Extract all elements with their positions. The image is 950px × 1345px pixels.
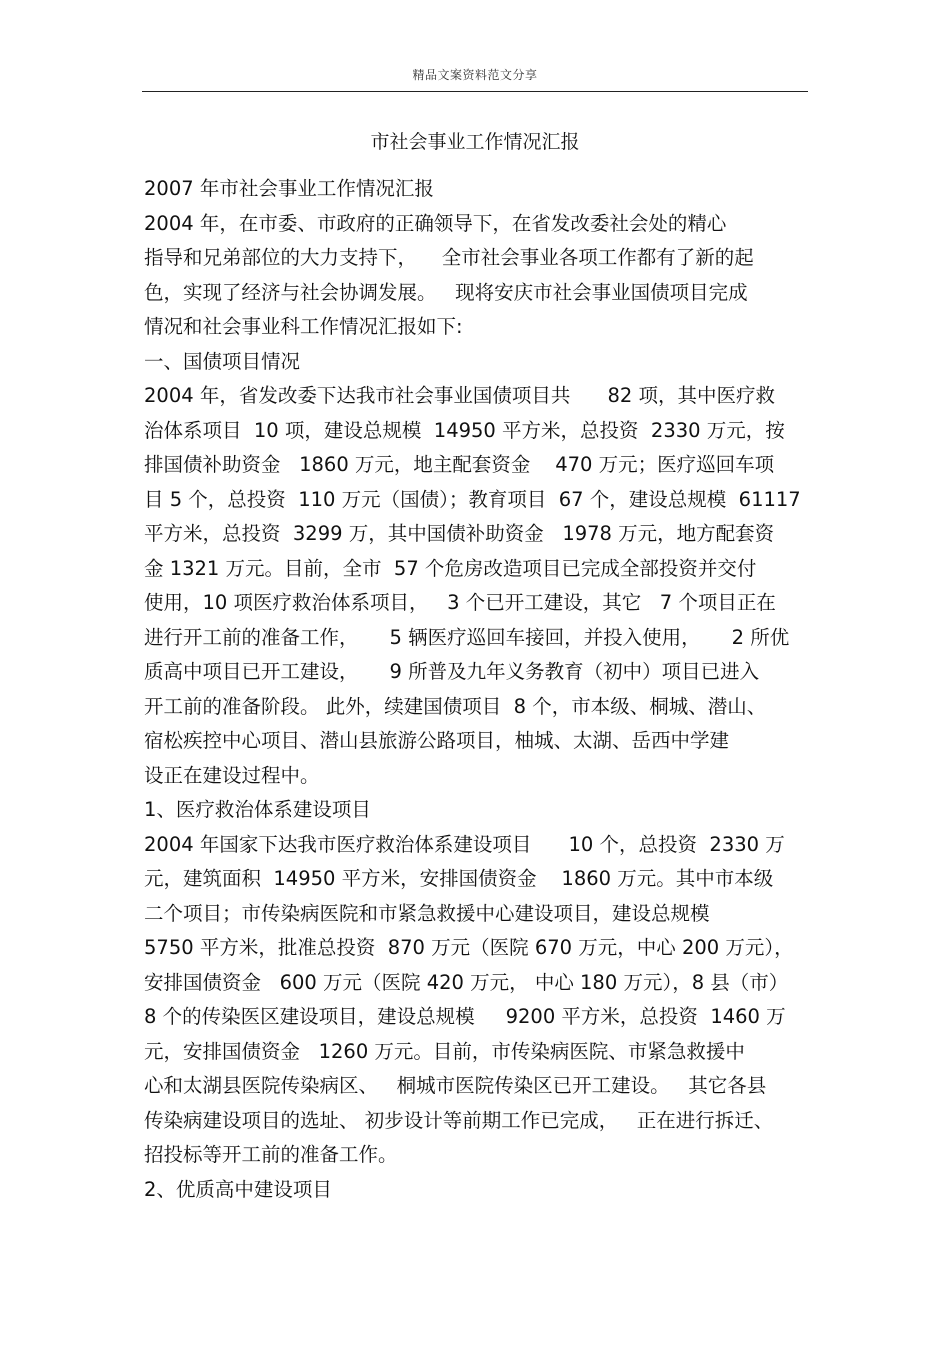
body-line: 2007 年市社会事业工作情况汇报 [144,177,434,200]
body-line: 一、国债项目情况 [144,349,301,373]
body-line: 元，安排国债资金 1260 万元。目前，市传染病医院、市紧急救援中 [144,1039,745,1063]
header-divider [142,91,808,92]
body-line: 2004 年国家下达我市医疗救治体系建设项目 10 个，总投资 2330 万 [144,832,785,856]
body-line: 二个项目；市传染病医院和市紧急救援中心建设项目，建设总规模 [144,901,710,925]
body-line: 目 5 个，总投资 110 万元（国债）；教育项目 67 个，建设总规模 61117 [144,487,801,511]
body-line: 色，实现了经济与社会协调发展。 现将安庆市社会事业国债项目完成 [144,280,748,304]
body-line: 金 1321 万元。目前，全市 57 个危房改造项目已完成全部投资并交付 [144,556,757,580]
body-line: 指导和兄弟部位的大力支持下， 全市社会事业各项工作都有了新的起 [144,246,754,269]
body-line: 2004 年，在市委、市政府的正确领导下，在省发改委社会处的精心 [144,211,727,235]
body-line: 元，建筑面积 14950 平方米，安排国债资金 1860 万元。其中市本级 [144,867,774,890]
body-line: 平方米，总投资 3299 万，其中国债补助资金 1978 万元，地方配套资 [144,522,775,545]
body-line: 安排国债资金 600 万元（医院 420 万元， 中心 180 万元），8 县（市） [144,970,789,994]
body-line: 5750 平方米，批准总投资 870 万元（医院 670 万元，中心 200 万元）， [144,936,794,959]
body-line: 质高中项目已开工建设， 9 所普及九年义务教育（初中）项目已进入 [144,660,760,683]
body-line: 使用，10 项医疗救治体系项目， 3 个已开工建设，其它 7 个项目正在 [144,591,776,614]
body-line: 开工前的准备阶段。 此外，续建国债项目 8 个，市本级、桐城、潜山、 [144,694,767,718]
body-line: 招投标等开工前的准备工作。 [144,1143,398,1166]
body-line: 1、医疗救治体系建设项目 [144,798,371,821]
header-text: 精品文案资料范文分享 [412,68,538,82]
body-line: 进行开工前的准备工作， 5 辆医疗巡回车接回，并投入使用， 2 所优 [144,625,790,649]
document-title: 市社会事业工作情况汇报 [370,131,580,153]
body-line: 宿松疾控中心项目、潜山县旅游公路项目，柚城、太湖、岳西中学建 [144,729,730,752]
body-line: 8 个的传染医区建设项目，建设总规模 9200 平方米，总投资 1460 万 [144,1005,786,1028]
body-line: 排国债补助资金 1860 万元，地主配套资金 470 万元；医疗巡回车项 [144,453,775,476]
body-line: 情况和社会事业科工作情况汇报如下: [144,315,463,338]
body-line: 2、优质高中建设项目 [144,1177,332,1201]
body-line: 心和太湖县医院传染病区、 桐城市医院传染区已开工建设。 其它各县 [144,1074,767,1097]
body-line: 2004 年，省发改委下达我市社会事业国债项目共 82 项，其中医疗救 [144,384,776,407]
body-line: 设正在建设过程中。 [144,763,320,787]
document-body [144,172,824,1207]
body-line: 传染病建设项目的选址、 初步设计等前期工作已完成， 正在进行拆迁、 [144,1108,774,1132]
body-line: 治体系项目 10 项，建设总规模 14950 平方米，总投资 2330 万元，按 [144,418,785,442]
